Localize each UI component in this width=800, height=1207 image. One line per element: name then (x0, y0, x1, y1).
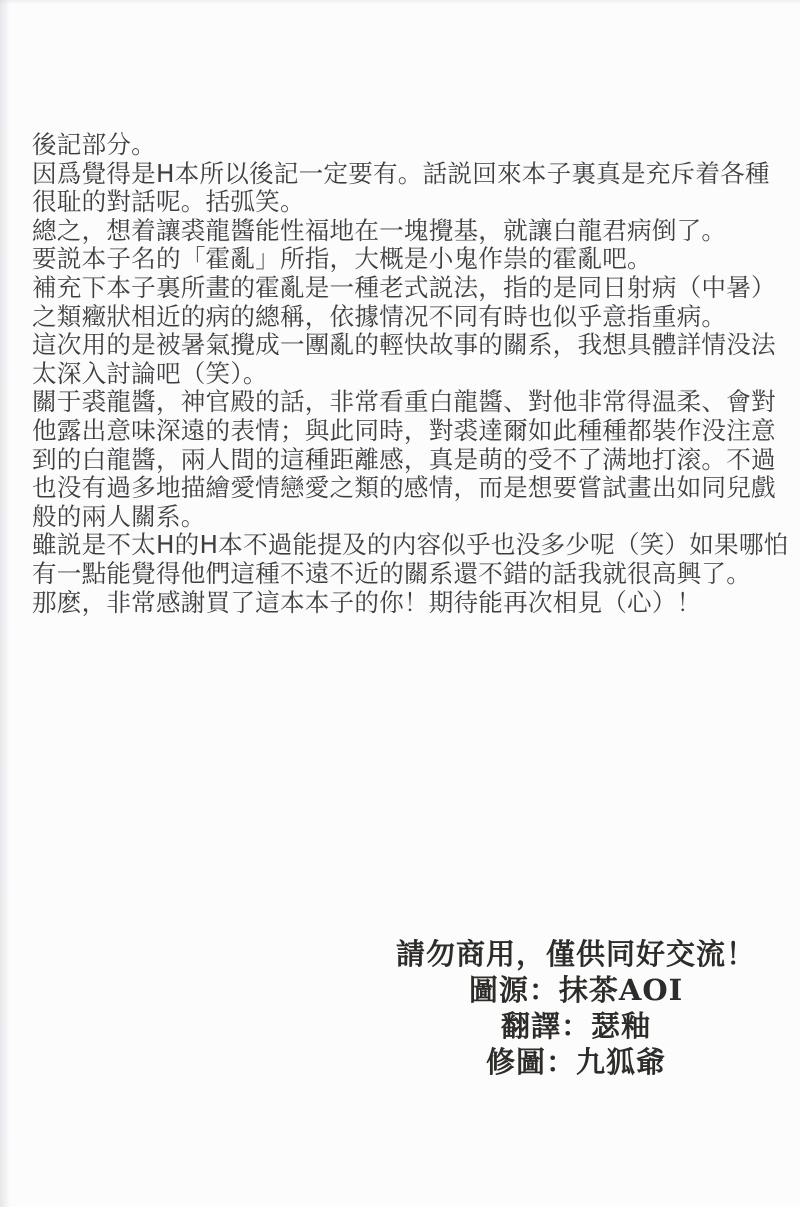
afterword-line: 那麽，非常感謝買了這本本子的你！期待能再次相見（心）！ (32, 587, 702, 617)
afterword-line: 很耻的對話呢。括弧笑。 (32, 187, 305, 217)
credits-block (372, 936, 780, 1080)
credits-image-editor: 修圖：九狐爺 (485, 1045, 666, 1079)
scan-edge-left (0, 0, 10, 1207)
afterword-line: 補充下本子裏所畫的霍亂是一種老式説法，指的是同日射病（中暑） (32, 272, 776, 302)
afterword-text-block (32, 130, 789, 617)
afterword-line: 般的兩人關系。 (32, 501, 206, 531)
afterword-line: 關于裘龍醬，神官殿的話，非常看重白龍醬、對他非常得温柔、會對 (32, 387, 776, 417)
afterword-line: 有一點能覺得他們這種不遠不近的關系還不錯的話我就很高興了。 (32, 558, 752, 588)
afterword-line: 因爲覺得是H本所以後記一定要有。話説回來本子裏真是充斥着各種 (32, 158, 770, 188)
afterword-line: 這次用的是被暑氣攪成一團亂的輕快故事的關系，我想具體詳情没法 (32, 330, 776, 360)
afterword-line: 他露出意味深遠的表情；與此同時，對裘達爾如此種種都裝作没注意 (32, 415, 776, 445)
credits-image-source: 圖源：抹茶AOI (468, 973, 684, 1007)
scan-edge-top (0, 0, 800, 4)
afterword-line: 太深入討論吧（笑）。 (32, 358, 268, 388)
afterword-line: 之類癥狀相近的病的總稱，依據情况不同有時也似乎意指重病。 (32, 301, 727, 331)
credits-translator: 翻譯：瑟釉 (500, 1009, 651, 1043)
afterword-line: 也没有過多地描繪愛情戀愛之類的感情，而是想要嘗試畫出如同兒戲 (32, 473, 776, 503)
afterword-line: 到的白龍醬，兩人間的這種距離感，真是萌的受不了满地打滚。不過 (32, 444, 776, 474)
credits-no-commercial-use-notice: 請勿商用，僅供同好交流！ (395, 937, 756, 971)
afterword-line: 要説本子名的「霍亂」所指，大概是小鬼作祟的霍亂吧。 (32, 244, 652, 274)
afterword-line: 後記部分。 (32, 130, 156, 159)
afterword-line: 雖説是不太H的H本不過能提及的内容似乎也没多少呢（笑）如果哪怕 (32, 530, 789, 560)
afterword-line: 總之，想着讓裘龍醬能性福地在一塊攪基，就讓白龍君病倒了。 (32, 215, 727, 245)
